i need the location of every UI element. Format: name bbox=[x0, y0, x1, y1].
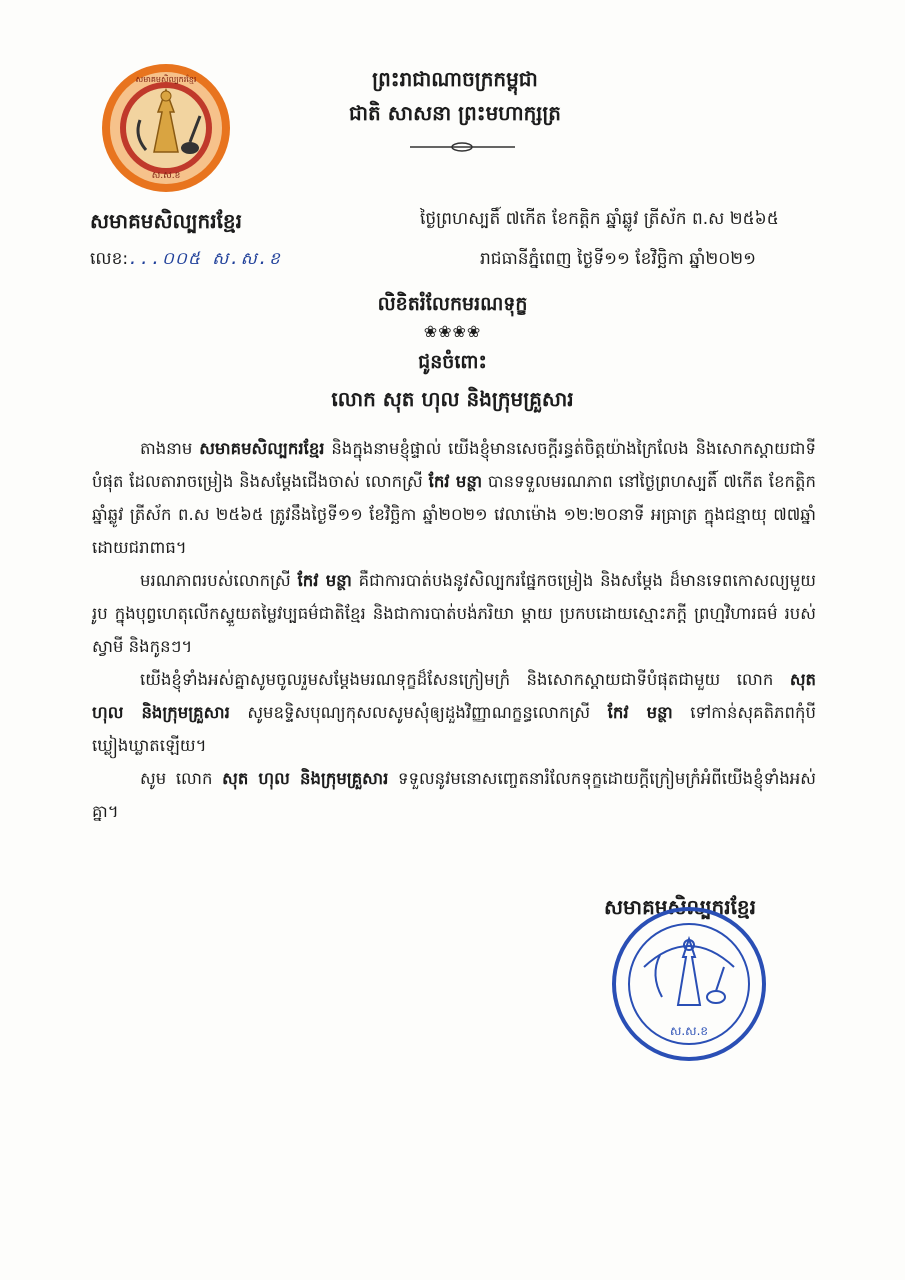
signature-org-name: សមាគមសិល្បករខ្មែរ bbox=[604, 895, 756, 919]
p2-deceased-name: កែវ មន្ថា bbox=[297, 571, 352, 590]
body-paragraph-3 bbox=[92, 663, 816, 762]
recipient: លោក សុត ហុល និងក្រុមគ្រួសារ bbox=[331, 387, 574, 411]
kingdom-motto: ជាតិ សាសនា ព្រះមហាក្សត្រ bbox=[349, 101, 561, 125]
p3-recipient: សុត ហុល និងក្រុមគ្រួសារ bbox=[92, 670, 816, 722]
p4-text-a: សូម លោក bbox=[140, 769, 223, 788]
p3-deceased-name: កែវ មន្ថា bbox=[607, 703, 673, 722]
sender-org-name: សមាគមសិល្បករខ្មែរ bbox=[90, 209, 242, 233]
association-logo bbox=[100, 62, 232, 194]
logo-caption: ស.ស.ខ bbox=[151, 171, 181, 181]
seal-caption: ស.ស.ខ bbox=[669, 1024, 709, 1038]
body-paragraph-1 bbox=[92, 432, 816, 564]
header-divider bbox=[410, 140, 515, 154]
p3-text-a: យើងខ្ញុំទាំងអស់គ្នាសូមចូលរួមសម្តែងមរណទុក្ខដ៏សែនក្រៀមក្រំ និងសោកស្តាយជាទីបំផុតជាមួយ លោក bbox=[140, 670, 790, 689]
p4-text-b: ទទួលនូវមនោសញ្ចេតនារំលែកទុក្ខដោយក្តីក្រៀមក្រំអំពីយើងខ្ញុំទាំងអស់គ្នា។ bbox=[92, 769, 816, 821]
body-paragraph-2 bbox=[92, 564, 816, 663]
letter-body bbox=[92, 432, 816, 828]
reference-number: ...០០៥ ស.ស.ខ bbox=[128, 249, 281, 269]
p2-text-a: មរណភាពរបស់លោកស្រី bbox=[140, 571, 298, 590]
p3-text-c: ទៅកាន់សុគតិភពកុំបីឃ្លៀងឃ្លាតឡើយ។ bbox=[92, 703, 816, 755]
official-seal bbox=[610, 905, 768, 1063]
letter-title: លិខិតរំលែកមរណទុក្ខ bbox=[377, 293, 528, 315]
title-ornament: ❀❀❀❀ bbox=[423, 322, 482, 341]
p1-text-a: តាងនាម bbox=[140, 439, 200, 458]
p4-recipient: សុត ហុល និងក្រុមគ្រួសារ bbox=[222, 769, 389, 788]
logo-ring-text: សមាគមសិល្បករខ្មែរ bbox=[135, 75, 197, 84]
p1-deceased-name: កែវ មន្ថា bbox=[428, 472, 483, 491]
kingdom-header bbox=[330, 62, 580, 130]
p3-text-b: សូមឧទ្ទិសបុណ្យកុសលសូមសុំឲ្យដួងវិញ្ញាណក្ខន្ធលោកស្រី bbox=[229, 703, 608, 722]
civil-date: រាជធានីភ្នំពេញ ថ្ងៃទី១១ ខែវិច្ឆិកា ឆ្នាំ២០២១ bbox=[480, 249, 757, 269]
lunar-date: ថ្ងៃព្រហស្បតិ៍ ៧កើត ខែកត្តិក ឆ្នាំឆ្លូវ ត្រីស័ក ព.ស ២៥៦៥ bbox=[420, 209, 779, 229]
body-paragraph-4 bbox=[92, 762, 816, 828]
p2-text-b: គឺជាការបាត់បងនូវសិល្បករផ្នែកចម្រៀង និងសម្តែង ដ៏មានទេពកោសល្យមួយរូប ក្នុងបុព្វហេតុលើកស្ទួយតម្លៃវប្បធម៌ជាតិខ្មែរ និងជាការបាត់បង់ភរិយា ម្តាយ ប្រកបដោយស្មោះភក្តី ព្រហ្មវិហារធម៌ របស់ស្វាមី និងកូនៗ។ bbox=[92, 571, 816, 656]
p1-text-b: និងក្នុងនាមខ្ញុំផ្ទាល់ យើងខ្ញុំមានសេចក្តីរន្ធត់ចិត្តយ៉ាងក្រៃលែង និងសោកស្តាយជាទីបំផុត ដែលតារាចម្រៀង និងសម្តែងជើងចាស់ លោកស្រី bbox=[92, 439, 816, 491]
reference-line bbox=[90, 248, 281, 273]
kingdom-title: ព្រះរាជាណាចក្រកម្ពុជា bbox=[372, 67, 538, 91]
reference-label: លេខ: bbox=[90, 249, 129, 269]
p1-org: សមាគមសិល្បករខ្មែរ bbox=[199, 439, 325, 458]
to-label: ជូនចំពោះ bbox=[418, 351, 487, 373]
p1-text-c: បានទទួលមរណភាព នៅថ្ងៃព្រហស្បតិ៍ ៧កើត ខែកត្តិក ឆ្នាំឆ្លូវ ត្រីស័ក ព.ស ២៥៦៥ ត្រូវនឹងថ្ងៃទី១១ ខែវិច្ឆិកា ឆ្នាំ២០២១ វេលាម៉ោង ១២:២០នាទី អធ្រាត្រ ក្នុងជន្មាយុ ៧៧ឆ្នាំ ដោយជរាពាធ។ bbox=[92, 472, 816, 557]
